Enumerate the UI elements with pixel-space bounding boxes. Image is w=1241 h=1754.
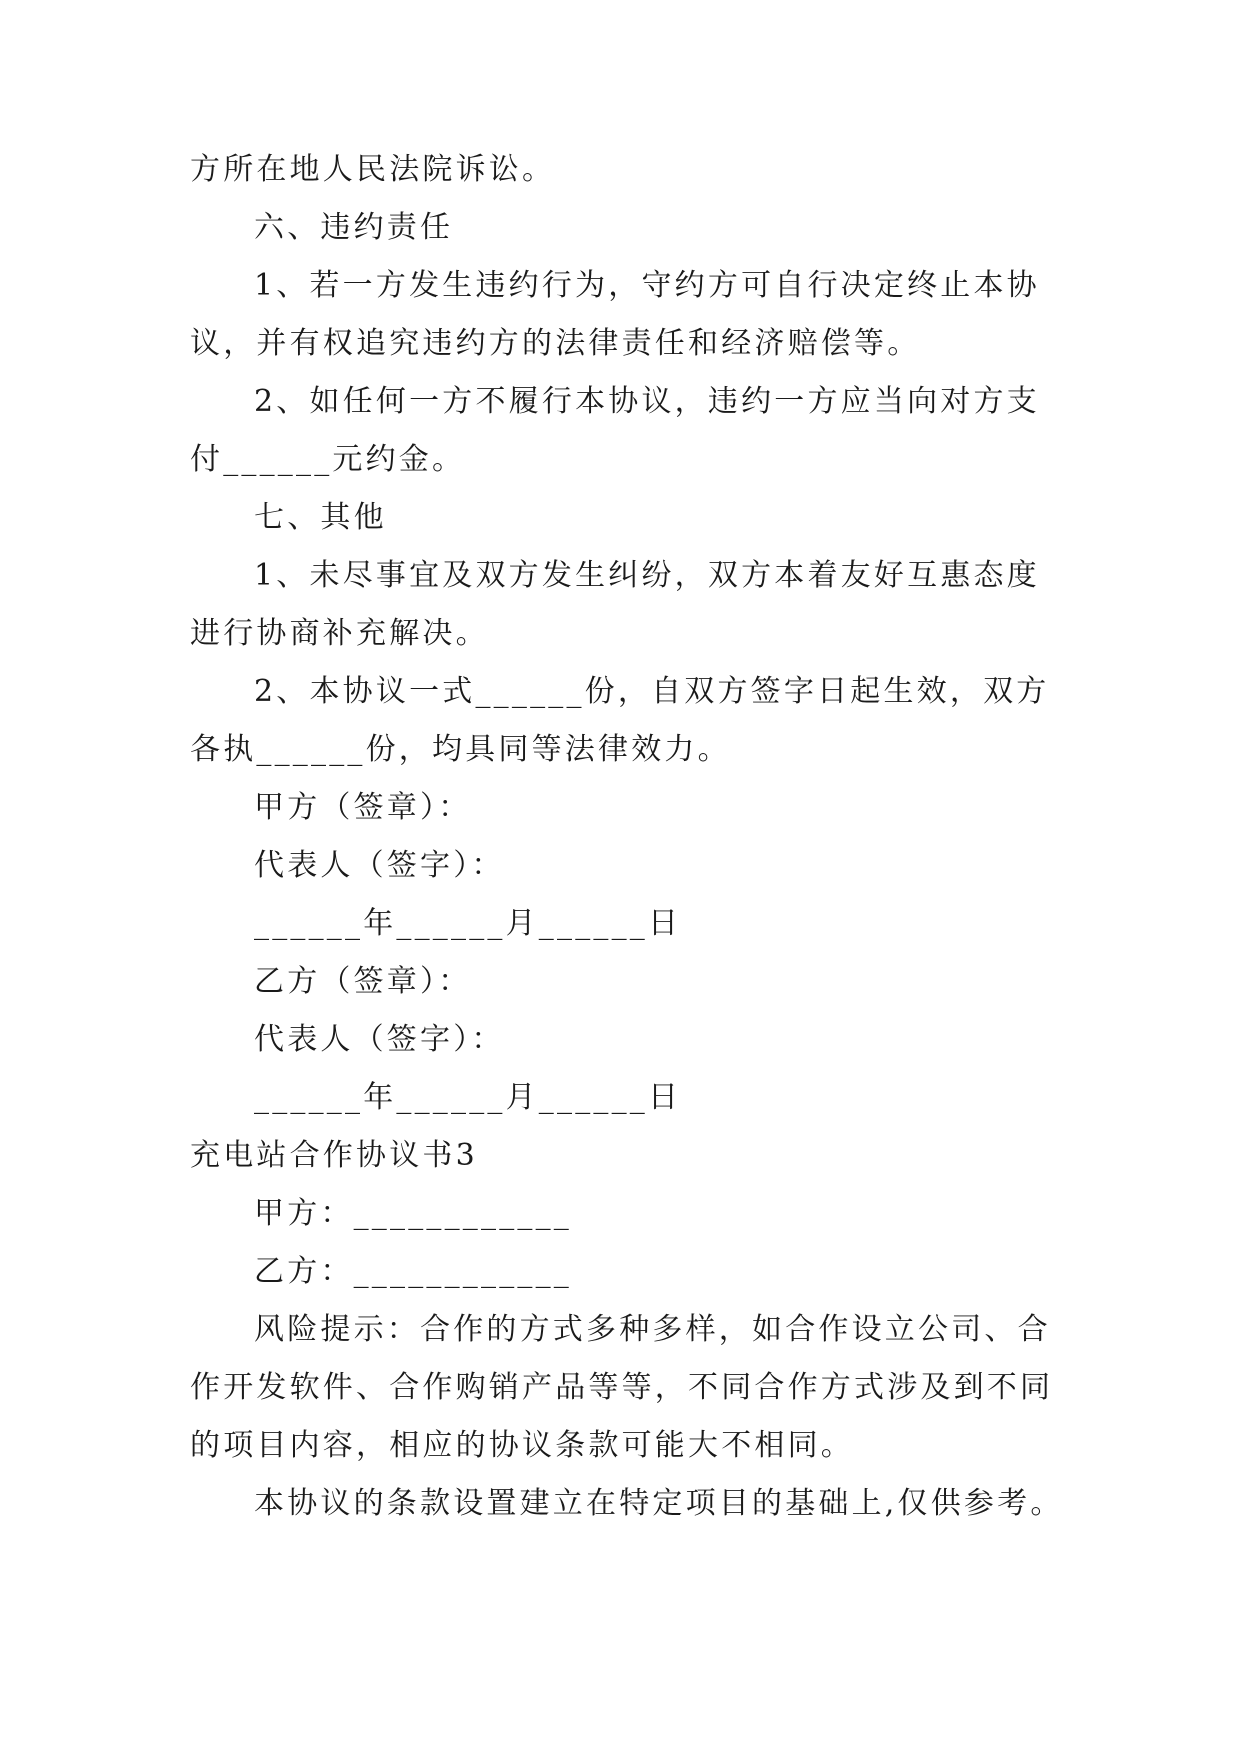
- text-line: 进行协商补充解决。: [190, 616, 489, 651]
- risk-notice-line: 作开发软件、合作购销产品等等，不同合作方式涉及到不同: [190, 1370, 1054, 1405]
- party-a-representative-label: 代表人（签字）：: [254, 848, 505, 883]
- party-b-representative-label: 代表人（签字）：: [254, 1022, 505, 1057]
- text-line: 方所在地人民法院诉讼。: [190, 152, 556, 187]
- text-line: 1、未尽事宜及双方发生纠纷，双方本着友好互惠态度: [254, 558, 1040, 593]
- text-line: 各执______份，均具同等法律效力。: [190, 732, 731, 767]
- text-line: 2、如任何一方不履行本协议，违约一方应当向对方支: [254, 384, 1040, 419]
- text-line: 2、本协议一式______份，自双方签字日起生效，双方: [254, 674, 1050, 709]
- party-a-date-line: ______年______月______日: [254, 906, 682, 941]
- reference-note: 本协议的条款设置建立在特定项目的基础上,仅供参考。: [254, 1486, 1064, 1521]
- text-line: 议，并有权追究违约方的法律责任和经济赔偿等。: [190, 326, 921, 361]
- document-title: 充电站合作协议书3: [190, 1138, 478, 1173]
- party-b-date-line: ______年______月______日: [254, 1080, 682, 1115]
- party-a-field: 甲方：____________: [254, 1196, 572, 1231]
- section-heading-breach: 六、违约责任: [254, 210, 454, 245]
- text-line: 1、若一方发生违约行为，守约方可自行决定终止本协: [254, 268, 1040, 303]
- party-a-seal-label: 甲方（签章）：: [254, 790, 472, 825]
- risk-notice-line: 的项目内容，相应的协议条款可能大不相同。: [190, 1428, 854, 1463]
- party-b-field: 乙方：____________: [254, 1254, 572, 1289]
- party-b-seal-label: 乙方（签章）：: [254, 964, 472, 999]
- section-heading-other: 七、其他: [254, 500, 387, 535]
- text-line: 付______元约金。: [190, 442, 466, 477]
- risk-notice-line: 风险提示：合作的方式多种多样，如合作设立公司、合: [254, 1312, 1051, 1347]
